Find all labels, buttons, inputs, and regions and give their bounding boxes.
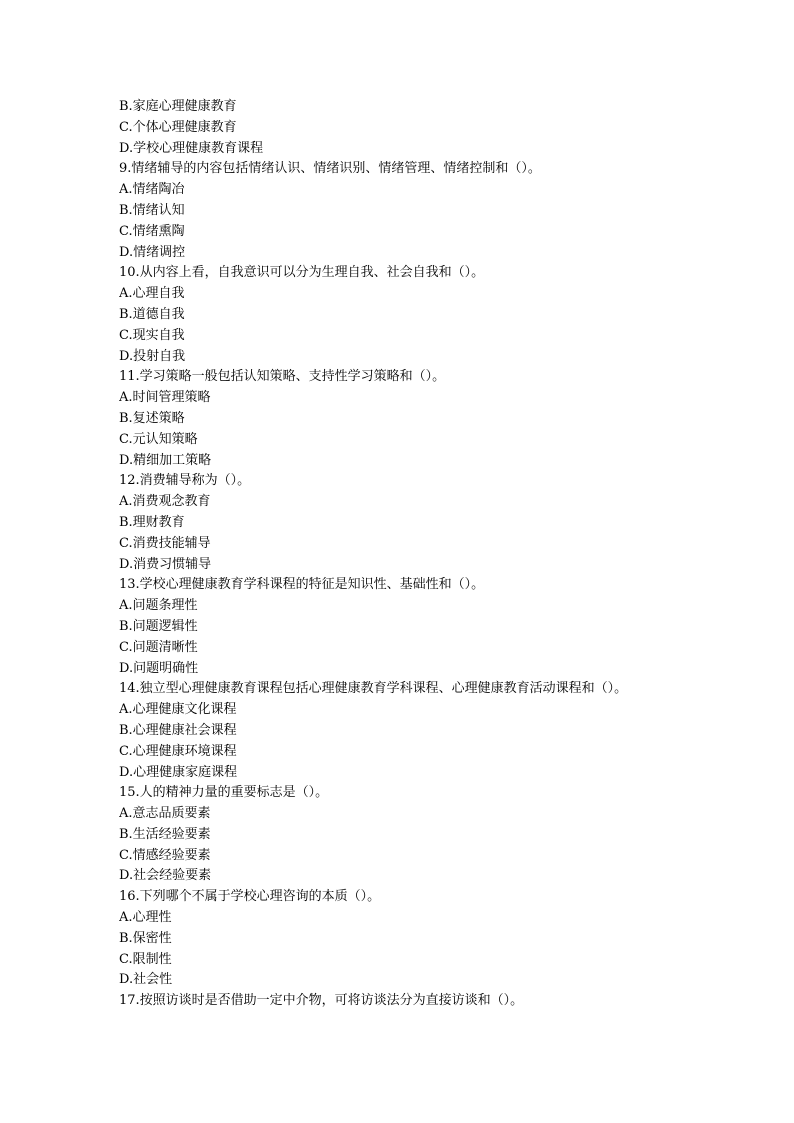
option-a-q10: A.心理自我 [119,286,185,302]
question-17: 17.按照访谈时是否借助一定中介物，可将访谈法分为直接访谈和（）。 [119,993,524,1009]
question-14: 14.独立型心理健康教育课程包括心理健康教育学科课程、心理健康教育活动课程和（）。 [119,681,628,697]
option-a-q14: A.心理健康文化课程 [119,702,237,718]
option-c-q8: C.个体心理健康教育 [119,119,237,135]
option-a-q12: A.消费观念教育 [119,494,211,510]
question-10: 10.从内容上看，自我意识可以分为生理自我、社会自我和（）。 [119,265,485,281]
option-b-q11: B.复述策略 [119,410,185,426]
option-b-q16: B.保密性 [119,930,172,946]
option-d-q16: D.社会性 [119,972,173,988]
option-c-q15: C.情感经验要素 [119,847,211,863]
question-9: 9.情绪辅导的内容包括情绪认识、情绪识别、情绪管理、情绪控制和（）。 [119,161,541,177]
option-d-q13: D.问题明确性 [119,660,199,676]
option-b-q9: B.情绪认知 [119,202,185,218]
option-b-q8: B.家庭心理健康教育 [119,99,237,114]
question-11: 11.学习策略一般包括认知策略、支持性学习策略和（）。 [119,369,446,385]
option-b-q10: B.道德自我 [119,306,185,322]
option-d-q9: D.情绪调控 [119,244,186,260]
option-d-q14: D.心理健康家庭课程 [119,764,238,780]
question-13: 13.学校心理健康教育学科课程的特征是知识性、基础性和（）。 [119,577,485,593]
option-d-q8: D.学校心理健康教育课程 [119,140,264,156]
option-c-q12: C.消费技能辅导 [119,535,211,551]
option-a-q9: A.情绪陶冶 [119,182,185,198]
option-c-q10: C.现实自我 [119,327,185,343]
option-a-q16: A.心理性 [119,910,172,926]
option-a-q11: A.时间管理策略 [119,390,211,406]
option-c-q9: C.情绪熏陶 [119,223,185,239]
question-12: 12.消费辅导称为（）。 [119,473,251,489]
option-d-q10: D.投射自我 [119,348,186,364]
option-b-q14: B.心理健康社会课程 [119,722,237,738]
option-a-q15: A.意志品质要素 [119,806,211,822]
option-c-q13: C.问题清晰性 [119,639,198,655]
question-15: 15.人的精神力量的重要标志是（）。 [119,785,329,801]
option-c-q14: C.心理健康环境课程 [119,743,237,759]
option-a-q13: A.问题条理性 [119,598,198,614]
option-d-q15: D.社会经验要素 [119,868,212,884]
option-b-q15: B.生活经验要素 [119,826,211,842]
question-16: 16.下列哪个不属于学校心理咨询的本质（）。 [119,889,381,905]
option-d-q11: D.精细加工策略 [119,452,212,468]
option-c-q11: C.元认知策略 [119,431,198,447]
option-b-q12: B.理财教育 [119,514,185,530]
document-page [119,97,759,1012]
option-b-q13: B.问题逻辑性 [119,618,198,634]
option-c-q16: C.限制性 [119,951,172,967]
option-d-q12: D.消费习惯辅导 [119,556,212,572]
